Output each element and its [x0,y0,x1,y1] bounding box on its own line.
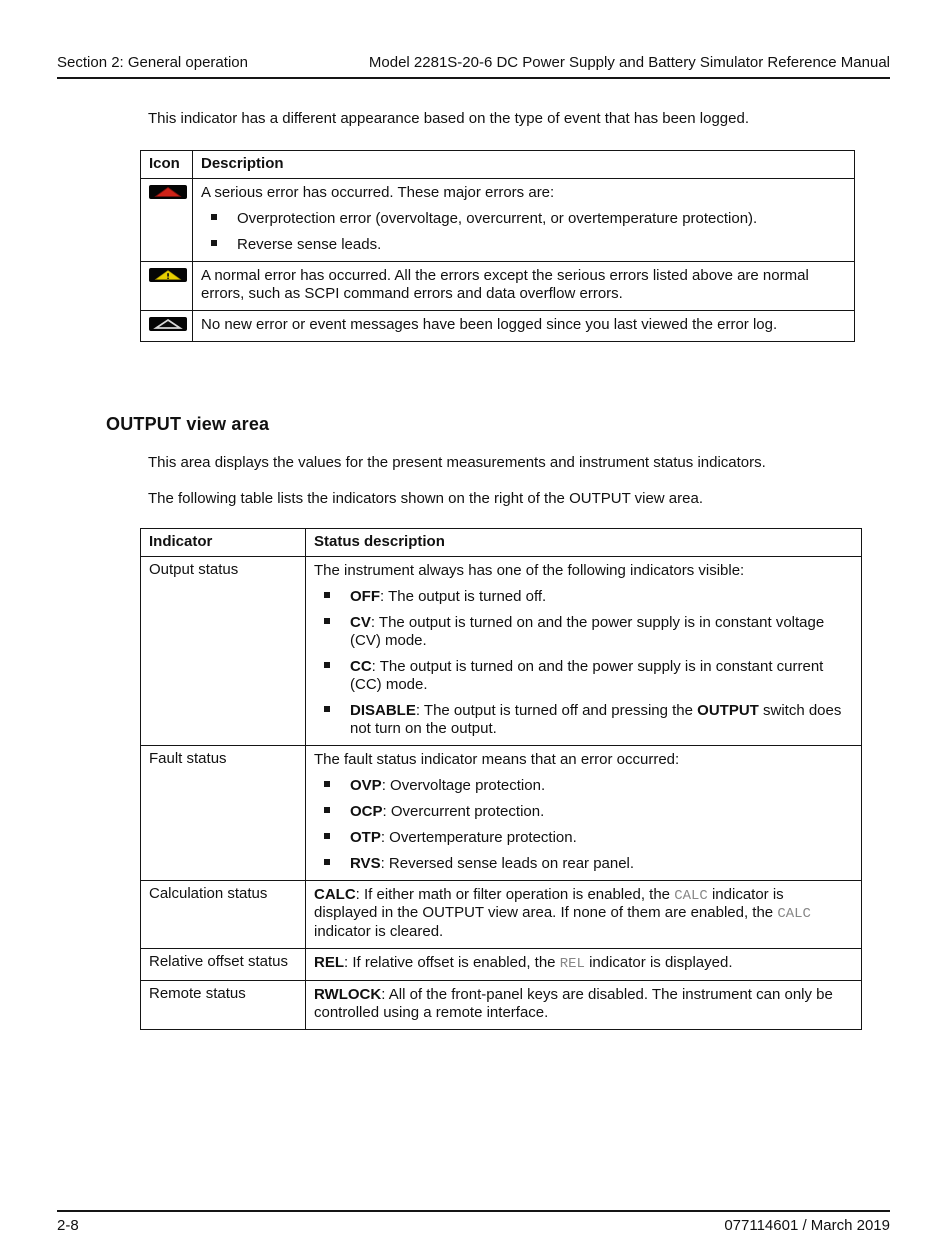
square-bullet-icon [324,618,330,624]
serious-error-icon [149,185,187,199]
description-lead [201,184,844,202]
text-run: : The output is turned on and the power supply is in constant voltage (CV) mode. [350,613,825,649]
table-header-cell: Status description [306,528,862,556]
indicator-cell: Output status [141,556,306,745]
square-bullet-icon [324,807,330,813]
emphasized-text: RWLOCK [314,985,382,1003]
bullet-item [211,236,844,254]
text-run: indicator is cleared. [314,923,444,941]
description-lead [314,954,851,973]
onscreen-indicator-text: REL [559,956,585,973]
bullet-item [211,210,844,228]
icon-table-header-row [141,151,855,179]
bullet-item [324,702,851,738]
indicator-cell: Remote status [141,980,306,1029]
emphasized-text: DISABLE [350,701,416,719]
bullet-item [324,588,851,606]
description-cell [193,262,855,311]
body-paragraph-2: The following table lists the indicators shown on the right of the OUTPUT view area. [148,489,703,507]
text-run: : If either math or filter operation is enabled, the [355,885,675,903]
bullet-text [350,777,545,795]
description-cell [306,745,862,880]
text-run: The fault status indicator means that an error occurred: [314,750,680,768]
square-bullet-icon [324,706,330,712]
icon-cell [141,311,193,342]
text-run: Overprotection error (overvoltage, overcurrent, or overtemperature protection). [237,210,758,227]
indicator-table-header-row [141,528,862,556]
description-lead [314,751,851,769]
table-header-cell: Icon [141,151,193,179]
running-header [57,54,890,79]
description-lead [201,316,844,334]
bullet-text [350,803,544,821]
bullet-text [350,702,851,738]
no-new-error-icon [149,317,187,331]
table-row [141,179,855,262]
bullet-text [350,829,577,847]
square-bullet-icon [324,859,330,865]
description-cell [306,980,862,1029]
text-run: indicator is displayed. [584,954,733,972]
table-row [141,745,862,880]
header-manual-title: Model 2281S-20-6 DC Power Supply and Battery Simulator Reference Manual [368,54,890,71]
emphasized-text: REL [314,954,344,972]
bullet-item [324,803,851,821]
body-paragraph-1: This area displays the values for the present measurements and instrument status indicators. [148,453,766,471]
text-run: No new error or event messages have been logged since you last viewed the error log. [201,316,778,333]
emphasized-text: OCP [350,802,383,820]
icon-cell [141,179,193,262]
table-header-cell: Indicator [141,528,306,556]
description-lead [314,986,851,1022]
text-run: : Overcurrent protection. [382,802,545,820]
text-run: indicator is displayed in the OUTPUT view area. If none of them are enabled, the [314,885,784,922]
text-run: switch does not turn on the output. [350,701,842,737]
emphasized-text: OTP [350,828,381,846]
text-run: A normal error has occurred. All the errors except the serious errors listed above are normal errors, such as SCPI command errors and data overflow errors. [201,267,809,302]
description-cell [193,311,855,342]
footer-document-number: 077114601 / March 2019 [724,1217,890,1234]
description-cell [306,880,862,949]
table-row [141,949,862,981]
section-heading: OUTPUT view area [106,414,270,434]
indicator-cell: Relative offset status [141,949,306,981]
square-bullet-icon [324,662,330,668]
table-row [141,556,862,745]
description-lead [314,886,851,942]
emphasized-text: CV [350,613,371,631]
bullet-text [237,236,381,254]
text-run: Reverse sense leads. [237,236,382,253]
bullet-text [350,855,634,873]
bullet-item [324,777,851,795]
table-row [141,311,855,342]
icon-table [140,150,855,342]
emphasized-text: CC [350,657,372,675]
text-run: The instrument always has one of the following indicators visible: [314,561,745,579]
text-run: A serious error has occurred. These major errors are: [201,184,555,201]
icon-cell [141,262,193,311]
description-lead [314,562,851,580]
emphasized-text: OFF [350,587,380,605]
table-row [141,980,862,1029]
text-run: : Overvoltage protection. [381,776,546,794]
indicator-table [140,528,862,1030]
square-bullet-icon [211,214,217,220]
text-run: : The output is turned off. [380,587,547,605]
description-cell [306,556,862,745]
onscreen-indicator-text: CALC [674,887,708,904]
emphasized-text: OUTPUT [697,701,759,719]
description-lead [201,267,844,303]
bullet-item [324,829,851,847]
normal-error-icon [149,268,187,282]
footer-page-number: 2-8 [57,1217,79,1234]
running-footer [57,1210,890,1235]
header-section-label: Section 2: General operation [57,54,248,71]
square-bullet-icon [211,240,217,246]
bullet-text [350,588,546,606]
bullet-text [237,210,757,228]
bullet-text [350,658,851,694]
indicator-cell: Calculation status [141,880,306,949]
intro-paragraph: This indicator has a different appearance based on the type of event that has been logged. [148,110,749,127]
bullet-item [324,614,851,650]
table-header-cell: Description [193,151,855,179]
onscreen-indicator-text: CALC [777,906,811,923]
square-bullet-icon [324,833,330,839]
text-run: : The output is turned off and pressing the [415,701,698,719]
bullet-item [324,658,851,694]
description-cell [193,179,855,262]
text-run: : Overtemperature protection. [380,828,577,846]
page-content [57,108,890,1030]
table-row [141,880,862,949]
description-cell [306,949,862,981]
indicator-cell: Fault status [141,745,306,880]
square-bullet-icon [324,592,330,598]
emphasized-text: OVP [350,776,382,794]
table-row [141,262,855,311]
text-run: : Reversed sense leads on rear panel. [380,854,635,872]
emphasized-text: CALC [314,885,356,903]
bullet-text [350,614,851,650]
bullet-item [324,855,851,873]
text-run: : All of the front-panel keys are disabled. The instrument can only be controlled using a remote interface. [314,985,833,1021]
emphasized-text: RVS [350,854,381,872]
text-run: : If relative offset is enabled, the [344,954,560,972]
square-bullet-icon [324,781,330,787]
text-run: : The output is turned on and the power supply is in constant current (CC) mode. [350,657,824,693]
